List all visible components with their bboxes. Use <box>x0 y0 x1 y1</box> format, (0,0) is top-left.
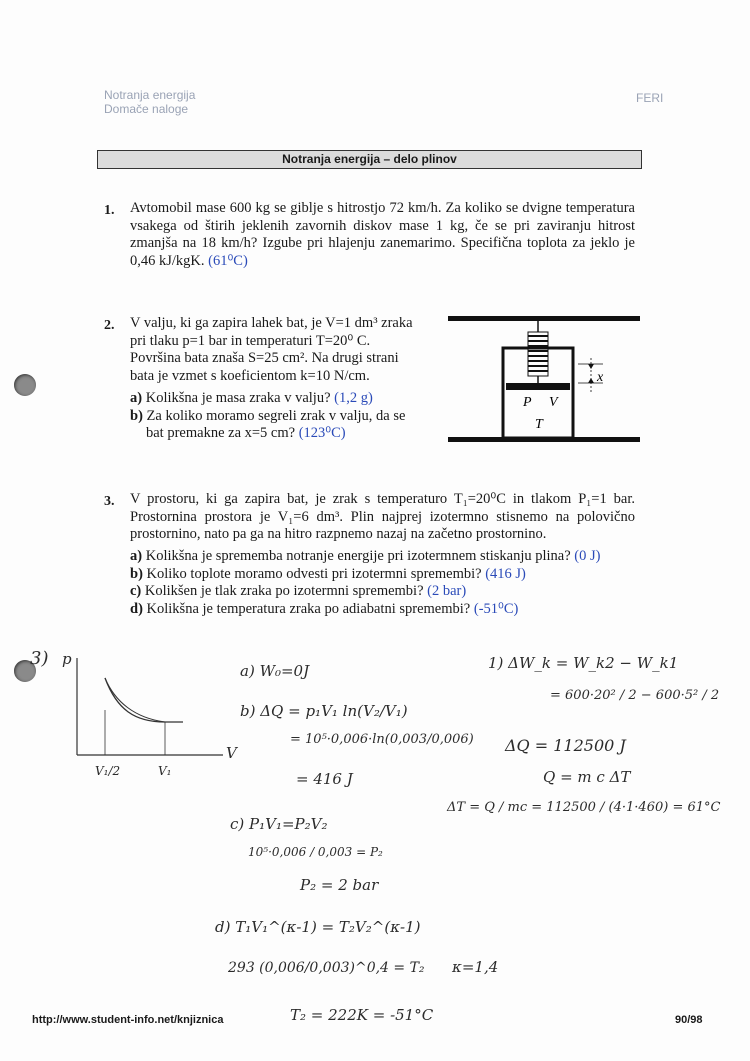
hw-graph-v: V <box>226 744 237 762</box>
hw-graph-p: p <box>62 650 72 668</box>
hw-1-line4: Q = m c ΔT <box>543 768 631 786</box>
item-text: Kolikšen je tlak zraka po izotermni spremembi? <box>144 583 424 599</box>
problem-2-a <box>130 390 420 408</box>
problem-3-item <box>130 566 645 584</box>
item-answer: (-51⁰C) <box>473 600 519 617</box>
hw-c-line2: 10⁵·0,006 / 0,003 = P₂ <box>248 845 383 859</box>
problem-1-statement: Avtomobil mase 600 kg se giblje s hitrostjo 72 km/h. Za koliko se dvigne temperatura vsakega od štirih jeklenih zavornih diskov mase 1 kg, če se pri zaviranju hitrost zmanjša na 18 km/h? Izgube pri hlajenju zanemarimo. Specifična toplota za jeklo je 0,46 kJ/kgK. <box>130 200 635 269</box>
hw-1-line2: = 600·20² / 2 − 600·5² / 2 <box>550 688 720 703</box>
problem-2-subquestions <box>130 390 420 443</box>
hw-c-line1: c) P₁V₁=P₂V₂ <box>230 815 328 833</box>
item-text: Kolikšna je sprememba notranje energije pri izotermnem stiskanju plina? <box>145 548 571 564</box>
problem-1-answer: (61⁰C) <box>208 252 248 269</box>
header-subtitle: Domače naloge <box>104 102 189 116</box>
hw-1-line5: ΔT = Q / mc = 112500 / (4·1·460) = 61°C <box>447 800 721 815</box>
header-subject: Notranja energija <box>104 88 196 102</box>
problem-3-item <box>130 548 645 566</box>
hw-graph-x2: V₁ <box>158 764 172 778</box>
problem-2-b <box>130 408 420 443</box>
cylinder-spring-diagram <box>445 312 645 447</box>
problem-2-b-text: Za koliko moramo segreli zrak v valju, da se bat premakne za x=5 cm? <box>146 407 406 441</box>
hw-margin-number: 3) <box>30 648 49 669</box>
item-label: b) <box>130 565 143 582</box>
ceiling-wall <box>448 316 640 321</box>
section-banner: Notranja energija – delo plinov <box>97 150 642 169</box>
problem-3-item <box>130 583 645 601</box>
hw-1-line1: 1) ΔW_k = W_k2 − W_k1 <box>488 654 679 672</box>
problem-3-item <box>130 601 645 619</box>
hw-d-line1: d) T₁V₁^(κ-1) = T₂V₂^(κ-1) <box>215 918 421 936</box>
item-label: a) <box>130 548 143 564</box>
hw-c-line3: P₂ = 2 bar <box>300 876 379 894</box>
problem-2-a-label: a) <box>130 390 143 406</box>
hw-kappa: κ=1,4 <box>452 958 499 976</box>
problem-2-b-answer: (123⁰C) <box>298 425 346 441</box>
problem-2-number: 2. <box>104 318 115 333</box>
hw-a-line: a) W₀=0J <box>240 662 310 680</box>
piston <box>506 383 570 390</box>
item-answer: (416 J) <box>485 565 526 582</box>
hw-b-line1: b) ΔQ = p₁V₁ ln(V₂/V₁) <box>240 702 408 720</box>
problem-3-items <box>130 548 645 618</box>
hw-pv-graph <box>55 650 235 790</box>
problem-2-text: V valju, ki ga zapira lahek bat, je V=1 dm³ zraka pri tlaku p=1 bar in temperaturi T=20⁰ C. Površina bata znaša S=25 cm². Na drugi strani bata je vzmet s koeficientom k=10 N/cm. <box>130 315 413 384</box>
label-v: V <box>549 395 558 410</box>
item-answer: (2 bar) <box>427 583 467 599</box>
label-t: T <box>535 417 543 432</box>
problem-1-text <box>130 200 635 270</box>
item-label: c) <box>130 583 142 599</box>
hw-graph-x1: V₁/2 <box>95 764 121 778</box>
hw-1-line3: ΔQ = 112500 J <box>505 736 626 755</box>
spring-icon <box>528 332 548 376</box>
problem-2-a-answer: (1,2 g) <box>334 390 373 406</box>
problem-3-text: V prostoru, ki ga zapira bat, je zrak s temperaturo T₁=20⁰C in tlakom P₁=1 bar. Prostornina prostora je V₁=6 dm³. Plin najprej izotermno stisnemo na polovično prostornino, nato pa ga na hitro razpnemo nazaj na začetno prostornino. <box>130 491 635 542</box>
item-text: Kolikšna je temperatura zraka po adiabatni spremembi? <box>146 600 471 617</box>
footer-page-number: 90/98 <box>675 1014 703 1026</box>
label-x: x <box>597 370 604 385</box>
label-p: P <box>523 395 532 410</box>
hw-b-line3: = 416 J <box>296 770 353 788</box>
item-label: d) <box>130 600 143 617</box>
problem-3-number: 3. <box>104 494 115 509</box>
item-answer: (0 J) <box>574 548 601 564</box>
hw-b-line2: = 10⁵·0,006·ln(0,003/0,006) <box>290 732 474 747</box>
isotherm-curve <box>105 678 183 722</box>
hw-d-line3: T₂ = 222K = -51°C <box>290 1006 434 1024</box>
hw-d-line2: 293 (0,006/0,003)^0,4 = T₂ <box>228 960 425 976</box>
punch-hole-top <box>14 374 36 396</box>
header-institution: FERI <box>636 91 664 105</box>
problem-2-a-text: Kolikšna je masa zraka v valju? <box>145 390 331 406</box>
problem-2-b-label: b) <box>130 407 143 424</box>
problem-1-number: 1. <box>104 203 115 218</box>
item-text: Koliko toplote moramo odvesti pri izotermni spremembi? <box>146 565 482 582</box>
footer-url[interactable]: http://www.student-info.net/knjiznica <box>32 1014 224 1026</box>
